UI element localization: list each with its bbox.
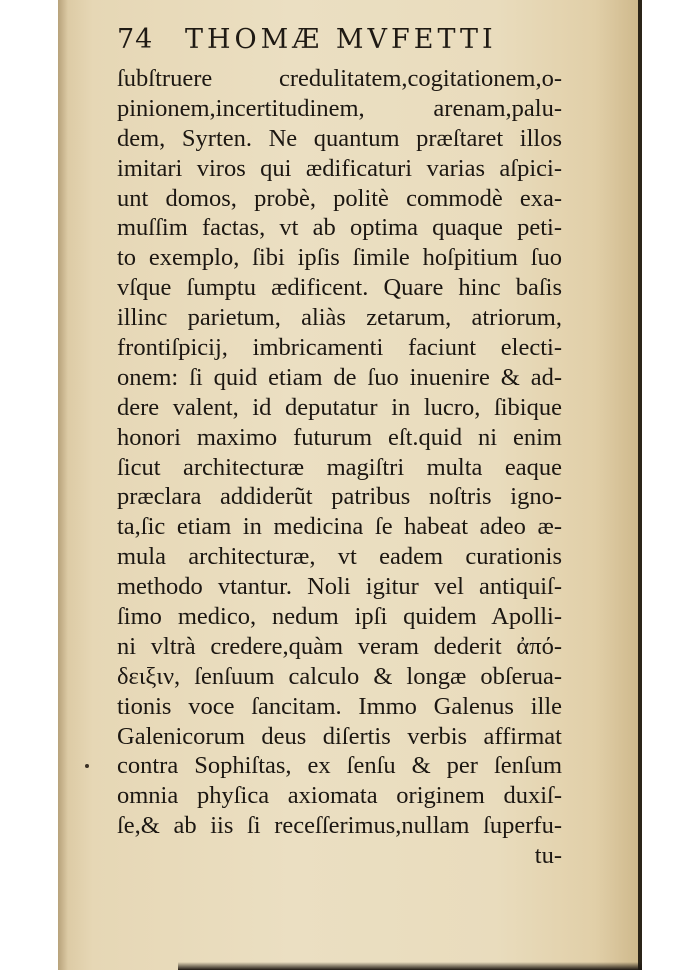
text-line: Galenicorum deus diſertis verbis affirmat [117, 722, 562, 750]
text-line: methodo vtantur. Noli igitur vel antiquiſ- [117, 573, 562, 601]
text-line: unt domos, probè, politè commodè exa- [117, 184, 562, 212]
text-line: imitari viros qui ædificaturi varias aſpici- [117, 154, 562, 182]
text-line: ta,ſic etiam in medicina ſe habeat adeo æ- [117, 513, 562, 541]
page-edge-right [638, 0, 642, 970]
text-line: to exemplo, ſibi ipſis ſimile hoſpitium ſuo [117, 244, 562, 272]
text-line: mula architecturæ, vt eadem curationis [117, 543, 562, 571]
text-line: præclara addiderũt patribus noſtris igno- [117, 483, 562, 511]
text-line: dem, Syrten. Ne quantum præſtaret illos [117, 124, 562, 152]
page-number: 74 [117, 24, 154, 55]
running-header [117, 24, 497, 55]
text-line: muſſim factas, vt ab optima quaque peti- [117, 214, 562, 242]
text-line: illinc parietum, aliàs zetarum, atriorum, [117, 304, 562, 332]
text-line: ni vltrà credere,quàm veram dederit ἀπό- [117, 632, 562, 660]
text-line: ſe,& ab iis ſi receſſerimus,nullam ſuperfu- [117, 812, 562, 840]
text-line: ſimo medico, nedum ipſi quidem Apolli- [117, 603, 562, 631]
text-line: tionis voce ſancitam. Immo Galenus ille [117, 692, 562, 720]
body-text [117, 64, 562, 871]
text-line: ſicut architecturæ magiſtri multa eaque [117, 453, 562, 481]
page-edge-bottom [178, 962, 642, 970]
catchword: tu- [534, 842, 562, 870]
text-line: honori maximo futurum eſt.quid ni enim [117, 423, 562, 451]
gutter-shadow [58, 0, 68, 970]
text-line: onem: ſi quid etiam de ſuo inuenire & ad- [117, 363, 562, 391]
text-line: omnia phyſica axiomata originem duxiſ- [117, 782, 562, 810]
text-line: δειξιν, ſenſuum calculo & longæ obſerua- [117, 662, 562, 690]
running-title: THOMÆ MVFETTI [184, 24, 497, 55]
text-line: frontiſpicij, imbricamenti faciunt electi- [117, 334, 562, 362]
text-line: pinionem,incertitudinem, arenam,palu- [117, 94, 562, 122]
text-line: vſque ſumptu ædificent. Quare hinc baſis [117, 274, 562, 302]
text-line: ſubſtruere credulitatem,cogitationem,o- [117, 65, 562, 92]
margin-mark [85, 764, 89, 768]
text-line: dere valent, id deputatur in lucro, ſibique [117, 393, 562, 421]
text-line: contra Sophiſtas, ex ſenſu & per ſenſum [117, 752, 562, 780]
